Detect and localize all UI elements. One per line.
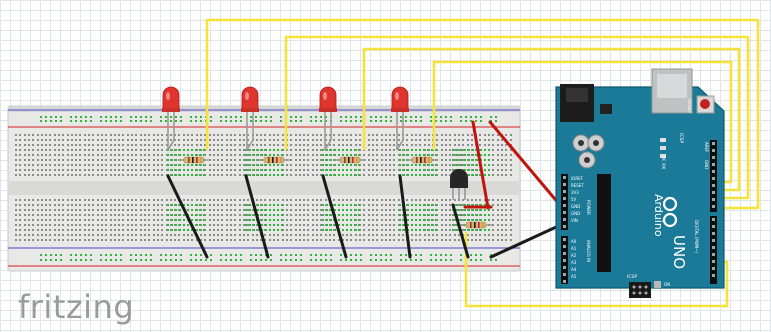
power-pin-label: GND (571, 211, 581, 216)
l-led-label: L (660, 140, 665, 143)
analog-pin-label: A1 (571, 246, 577, 251)
on-led (654, 281, 661, 288)
power-label: POWER (586, 200, 591, 215)
arduino-model-text: UNO (670, 235, 688, 270)
rx-label: RX (660, 163, 665, 170)
analog-in-label: ANALOG IN (586, 240, 591, 263)
icsp-header[interactable] (629, 282, 651, 298)
reset-label: RESET (686, 99, 691, 114)
icsp-label: ICSP (627, 275, 638, 280)
center-channel (8, 181, 520, 195)
aref-label: AREF (704, 142, 709, 153)
power-header[interactable] (561, 174, 568, 230)
analog-pin-label: A5 (571, 274, 577, 279)
power-pin-label: GND (571, 204, 581, 209)
analog-pin-label: A4 (571, 267, 577, 272)
digital-label: DIGITAL (PWM~) (694, 220, 699, 254)
analog-pin-label: A3 (571, 260, 577, 265)
power-pin-label: 5V (571, 197, 577, 202)
reset-button[interactable] (700, 99, 710, 109)
arduino-brand-text: Arduino (652, 194, 665, 237)
arduino-uno[interactable] (556, 69, 724, 298)
fritzing-logo: fritzing (18, 288, 135, 326)
analog-pin-label: A0 (571, 239, 577, 244)
power-pin-label: 3V3 (571, 190, 579, 195)
temperature-sensor[interactable] (450, 169, 468, 200)
on-label: ON (664, 282, 671, 287)
power-pin-label: IOREF (571, 176, 583, 181)
icsp2-label: ICSP (678, 133, 683, 144)
power-pin-label: VIN (571, 218, 578, 223)
tx-label: TX (660, 155, 665, 161)
power-pin-label: RESET (571, 183, 584, 188)
gnd-label: GND (704, 160, 709, 170)
analog-pin-label: A2 (571, 253, 577, 258)
atmega-chip (597, 174, 611, 272)
